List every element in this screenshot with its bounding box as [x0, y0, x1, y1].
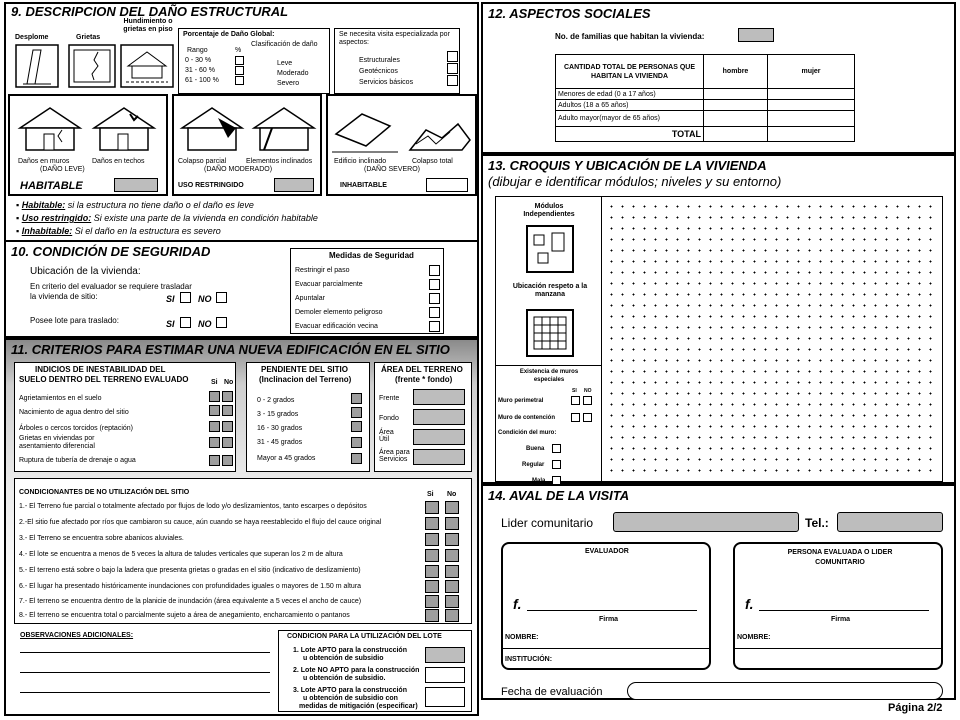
panel-leve [8, 94, 168, 196]
pendiente-box [246, 362, 370, 472]
panel-severo-a: Edificio inclinado [334, 158, 387, 165]
evaluador-nombre-line[interactable] [503, 648, 709, 649]
area-input-0[interactable] [413, 389, 465, 405]
evaluador-institucion: INSTITUCIÓN: [505, 656, 553, 663]
visita-item-1: Geotécnicos [359, 68, 398, 75]
section-14-title: 14. AVAL DE LA VISITA [488, 488, 630, 503]
croquis-sidebar [496, 197, 602, 484]
def-inhabitable-key: Inhabitable: [21, 226, 73, 236]
medida-3: Demoler elemento peligroso [295, 309, 383, 316]
ubicacion-label: Ubicación de la vivienda: [30, 266, 141, 277]
condicionantes-title: CONDICIONANTES DE NO UTILIZACIÓN DEL SITIO [19, 489, 190, 496]
clas-1: Moderado [277, 70, 309, 77]
pct-input-2[interactable] [235, 76, 244, 85]
persona-firma-label: Firma [831, 616, 851, 623]
pendiente-2: 16 - 30 grados [257, 425, 303, 432]
cond-no-4[interactable] [445, 565, 459, 578]
evaluador-box [501, 542, 711, 670]
indicios-title-2: SUELO DENTRO DEL TERRENO EVALUADO [19, 375, 189, 384]
pendiente-4: Mayor a 45 grados [257, 455, 316, 462]
def-uso-key: Uso restringido: [21, 213, 92, 223]
cond-si-0[interactable] [425, 501, 439, 514]
indicios-no: No [224, 379, 234, 386]
visita-item-2: Servicios básicos [359, 79, 414, 86]
panel-leve-b: Daños en techos [92, 158, 145, 165]
medida-check-4[interactable] [429, 321, 440, 332]
def-inhabitable-value: Si el daño en la estructura es severo [74, 226, 221, 236]
pct-input-0[interactable] [235, 56, 244, 65]
lote-box [278, 630, 472, 712]
cond-no-6[interactable] [445, 595, 459, 608]
indicio-si-2[interactable] [209, 421, 220, 432]
lote-no-label: NO [198, 319, 212, 329]
observaciones-line-3[interactable] [20, 692, 270, 693]
croquis-area [495, 196, 943, 482]
pct-header: % [235, 47, 242, 54]
cond-no-5[interactable] [445, 580, 459, 593]
indicios-title-1: INDICIOS DE INESTABILIDAD DEL [35, 365, 166, 374]
def-habitable-key: Habitable: [21, 200, 66, 210]
house-wall-damage-icon [16, 104, 84, 154]
total-collapse-icon [406, 110, 474, 154]
section-10-title: 10. CONDICIÓN DE SEGURIDAD [11, 244, 211, 259]
porcentaje-box [178, 28, 330, 94]
ubic-manzana-label: Ubicación respeto a la manzana [512, 283, 588, 298]
section-9-title: 9. DESCRIPCION DEL DAÑO ESTRUCTURAL [11, 4, 289, 19]
lote-no-check[interactable] [216, 317, 227, 328]
lote-check-1[interactable] [425, 667, 465, 683]
cond-3: 4.- El lote se encuentra a menos de 5 veces la altura de taludes verticales que superan los 2 m de altura [19, 551, 343, 558]
def-inhabitable: ▪ Inhabitable: Si el daño en la estructura es severo [16, 226, 221, 236]
evaluador-title: EVALUADOR [585, 548, 629, 555]
hundimiento-label: Hundimiento o grietas en piso [123, 18, 173, 33]
muro-perimetral-label: Muro perimetral [498, 398, 544, 404]
lider-input[interactable] [613, 512, 799, 532]
section-13 [481, 154, 956, 484]
rango-2: 61 - 100 % [185, 77, 219, 84]
panel-severo-b: Colapso total [412, 158, 453, 165]
pendiente-check-2[interactable] [351, 421, 362, 432]
lote-check-2[interactable] [425, 687, 465, 707]
traslado-si-label: SI [166, 294, 175, 304]
lider-label: Lider comunitario [501, 516, 594, 530]
medida-2: Apuntalar [295, 295, 325, 302]
cond-0: 1.- El Terreno fue parcial o totalmente afectado por flujos de lodo y/o deslizamientos, tanto escarpes o depósitos [19, 503, 367, 510]
cond-no-7[interactable] [445, 609, 459, 622]
traslado-q-line2: la vivienda de sitio: [30, 292, 98, 301]
muro-contencion-label: Muro de contención [498, 415, 555, 421]
total-label: TOTAL [556, 127, 704, 142]
mujer-total[interactable] [768, 127, 855, 142]
clas-0: Leve [277, 60, 293, 67]
lote-0-b: u obtención de subsidio [303, 655, 384, 662]
muros-si: SI [572, 388, 577, 394]
grietas-icon [68, 44, 116, 88]
indicio-4: Ruptura de tubería de drenaje o agua [19, 457, 136, 464]
area-title-2: (frente * fondo) [395, 375, 453, 384]
lote-si-label: SI [166, 319, 175, 329]
indicios-box [14, 362, 236, 472]
clasificacion-header: Clasificación de daño [251, 41, 318, 48]
indicio-no-0[interactable] [222, 391, 233, 402]
pct-input-1[interactable] [235, 66, 244, 75]
def-uso: ▪ Uso restringido: Si existe una parte de la vivienda en condición habitable [16, 213, 318, 223]
visita-title: Se necesita visita especializada por aspectos: [339, 31, 450, 46]
muros-title: Existencia de muros especiales [519, 369, 579, 383]
muro-mala: Mala [532, 478, 546, 484]
rango-header: Rango [187, 47, 208, 54]
medida-check-1[interactable] [429, 279, 440, 290]
medida-0: Restringir el paso [295, 267, 350, 274]
section-9 [4, 2, 479, 242]
condicionantes-si: Si [427, 491, 434, 498]
inclined-building-icon [332, 108, 402, 154]
cond-si-2[interactable] [425, 533, 439, 546]
section-11 [4, 338, 479, 716]
desplome-icon [15, 44, 59, 88]
traslado-si-check[interactable] [180, 292, 191, 303]
pendiente-3: 31 - 45 grados [257, 439, 303, 446]
pendiente-title-1: PENDIENTE DEL SITIO [261, 365, 348, 374]
clas-2: Severo [277, 80, 300, 87]
section-11-title: 11. CRITERIOS PARA ESTIMAR UNA NUEVA EDIFICACIÓN EN EL SITIO [11, 342, 450, 357]
medida-check-3[interactable] [429, 307, 440, 318]
medidas-title: Medidas de Seguridad [329, 251, 414, 260]
house-roof-damage-icon [90, 104, 158, 154]
pendiente-title-2: (Inclinacion del Terreno) [259, 375, 352, 384]
muro-contencion-no[interactable] [583, 413, 592, 422]
muro-perimetral-si[interactable] [571, 396, 580, 405]
lote-check-0[interactable] [425, 647, 465, 663]
lote-title: CONDICION PARA LA UTILIZACIÓN DEL LOTE [287, 633, 442, 640]
def-habitable: ▪ Habitable: si la estructura no tiene daño o el daño es leve [16, 200, 254, 210]
cond-si-4[interactable] [425, 565, 439, 578]
medida-1: Evacuar parcialmente [295, 281, 363, 288]
visita-check-1[interactable] [447, 63, 458, 74]
pendiente-0: 0 - 2 grados [257, 397, 295, 404]
area-input-1[interactable] [413, 409, 465, 425]
lote-0-a: 1. Lote APTO para la construcción [293, 647, 407, 654]
area-1: Fondo [379, 415, 399, 422]
mujer-header: mujer [768, 55, 855, 89]
cond-no-3[interactable] [445, 549, 459, 562]
indicio-si-3[interactable] [209, 437, 220, 448]
lote-si-check[interactable] [180, 317, 191, 328]
traslado-q-line1: En criterio del evaluador se requiere trasladar [30, 282, 192, 291]
traslado-no-label: NO [198, 294, 212, 304]
personas-header: CANTIDAD TOTAL DE PERSONAS QUE HABITAN LA VIVIENDA [556, 55, 704, 89]
area-0: Frente [379, 395, 400, 402]
lote-1-b: u obtención de subsidio. [303, 675, 386, 682]
panel-moderado-b: Elementos inclinados [246, 158, 313, 165]
cond-si-5[interactable] [425, 580, 439, 593]
indicio-no-1[interactable] [222, 405, 233, 416]
visita-check-0[interactable] [447, 51, 458, 62]
mujer-cell-2[interactable] [768, 111, 855, 127]
personas-row-0: Menores de edad (0 a 17 años) [556, 89, 704, 100]
panel-severo-sub: (DAÑO SEVERO) [364, 166, 421, 173]
inhabitable-label: INHABITABLE [340, 182, 387, 189]
sketch-grid[interactable] [606, 201, 940, 479]
rango-1: 31 - 60 % [185, 67, 215, 74]
cond-1: 2.-El sitio fue afectado por ríos que cambiaron su cauce, aún cuando se haya reestablecido el flujo del cauce original [19, 519, 382, 526]
cond-2: 3.- El Terreno se encuentra sobre abanicos aluviales. [19, 535, 184, 542]
indicio-si-1[interactable] [209, 405, 220, 416]
evaluador-f: f. [513, 596, 522, 612]
rango-0: 0 - 30 % [185, 57, 212, 64]
muros-no: NO [584, 388, 592, 394]
evaluador-firma-line[interactable] [527, 610, 697, 611]
area-title-1: ÁREA DEL TERRENO [381, 365, 463, 374]
observaciones-line-2[interactable] [20, 672, 270, 673]
persona-title: PERSONA EVALUADA O LIDER COMUNITARIO [787, 549, 893, 566]
observaciones-label: OBSERVACIONES ADICIONALES: [20, 632, 134, 639]
tel-label: Tel.: [805, 516, 829, 530]
cond-no-2[interactable] [445, 533, 459, 546]
personas-row-2: Adulto mayor(mayor de 65 años) [556, 111, 704, 127]
cond-si-3[interactable] [425, 549, 439, 562]
persona-f: f. [745, 596, 754, 612]
inhabitable-box[interactable] [426, 178, 468, 192]
indicio-1: Nacimiento de agua dentro del sitio [19, 409, 129, 416]
grietas-label: Grietas [76, 34, 101, 41]
evaluador-firma-label: Firma [599, 616, 619, 623]
personas-row-1: Adultos (18 a 65 años) [556, 100, 704, 111]
indicio-2: Árboles o cercos torcidos (reptación) [19, 425, 133, 432]
hombre-total[interactable] [704, 127, 768, 142]
panel-moderado-a: Colapso parcial [178, 158, 227, 165]
pendiente-check-1[interactable] [351, 407, 362, 418]
modulos-label: Módulos Independientes [523, 203, 575, 218]
muro-buena: Buena [526, 446, 545, 452]
cond-6: 7.- El terreno se encuentra dentro de la planicie de inundación (área equivalente a 5 veces el ancho de cauce) [19, 598, 362, 605]
porcentaje-title: Porcentaje de Daño Global: [183, 31, 275, 38]
habitable-box[interactable] [114, 178, 158, 192]
observaciones-line-1[interactable] [20, 652, 270, 653]
medida-check-0[interactable] [429, 265, 440, 276]
def-uso-value: Si existe una parte de la vivienda en condición habitable [93, 213, 318, 223]
cond-no-1[interactable] [445, 517, 459, 530]
evaluador-nombre: NOMBRE: [505, 634, 539, 641]
panel-leve-a: Daños en muros [18, 158, 70, 165]
cond-si-7[interactable] [425, 609, 439, 622]
fecha-input[interactable] [627, 682, 943, 700]
section-12 [481, 2, 956, 154]
cond-7: 8.- El terreno se encuentra total o parcialmente sujeto a área de anegamiento, encharcamiento o pantanos [19, 612, 350, 619]
visita-check-2[interactable] [447, 75, 458, 86]
traslado-no-check[interactable] [216, 292, 227, 303]
section-13-subtitle: (dibujar e identificar módulos; niveles y su entorno) [488, 174, 782, 189]
section-10 [4, 240, 479, 338]
muro-buena-check[interactable] [552, 444, 561, 453]
area-input-2[interactable] [413, 429, 465, 445]
pendiente-check-3[interactable] [351, 437, 362, 448]
condicion-muro-label: Condición del muro: [498, 430, 557, 436]
persona-firma-line[interactable] [759, 610, 929, 611]
cond-si-6[interactable] [425, 595, 439, 608]
section-14 [481, 484, 956, 700]
persona-nombre-line[interactable] [735, 648, 941, 649]
page-number: Página 2/2 [888, 702, 943, 714]
pendiente-check-4[interactable] [351, 453, 362, 464]
indicios-si: Si [211, 379, 218, 386]
condicionantes-no: No [447, 491, 457, 498]
indicio-no-3[interactable] [222, 437, 233, 448]
lote-2-b: u obtención de subsidio con [303, 695, 398, 702]
condicionantes-box [14, 478, 472, 624]
muro-contencion-si[interactable] [571, 413, 580, 422]
familias-input[interactable] [738, 28, 774, 42]
persona-nombre: NOMBRE: [737, 634, 771, 641]
panel-leve-sub: (DAÑO LEVE) [40, 166, 85, 173]
inclined-elements-icon [250, 104, 318, 154]
hombre-header: hombre [704, 55, 768, 89]
cond-si-1[interactable] [425, 517, 439, 530]
uso-restringido-box[interactable] [274, 178, 314, 192]
area-3: Área para Servicios [379, 449, 410, 463]
manzana-icon [526, 309, 574, 357]
indicio-3: Grietas en viviendas por asentamiento diferencial [19, 435, 95, 450]
partial-collapse-icon [178, 104, 246, 154]
indicio-si-4[interactable] [209, 455, 220, 466]
lote-q: Posee lote para traslado: [30, 316, 119, 325]
personas-table [555, 54, 855, 142]
indicio-0: Agrietamientos en el suelo [19, 395, 102, 402]
indicio-si-0[interactable] [209, 391, 220, 402]
tel-input[interactable] [837, 512, 943, 532]
uso-restringido-label: USO RESTRINGIDO [178, 182, 244, 189]
panel-moderado-sub: (DAÑO MODERADO) [204, 166, 273, 173]
habitable-label: HABITABLE [20, 180, 83, 192]
cond-no-0[interactable] [445, 501, 459, 514]
familias-label: No. de familias que habitan la vivienda: [555, 32, 705, 41]
muro-regular: Regular [522, 462, 545, 468]
panel-severo [326, 94, 477, 196]
pendiente-1: 3 - 15 grados [257, 411, 299, 418]
hundimiento-icon [120, 44, 174, 88]
modulos-icon [526, 225, 574, 273]
hombre-cell-1[interactable] [704, 100, 768, 111]
pendiente-check-0[interactable] [351, 393, 362, 404]
muros-panel [496, 365, 601, 484]
indicio-no-2[interactable] [222, 421, 233, 432]
visita-item-0: Estructurales [359, 57, 400, 64]
visita-box [334, 28, 460, 94]
medida-4: Evacuar edificación vecina [295, 323, 378, 330]
mujer-cell-1[interactable] [768, 100, 855, 111]
area-2: Área Útil [379, 429, 394, 443]
desplome-label: Desplome [15, 34, 49, 41]
lote-2-a: 3. Lote APTO para la construcción [293, 687, 407, 694]
lote-2-c: medidas de mitigación (especificar) [299, 703, 418, 710]
hombre-cell-2[interactable] [704, 111, 768, 127]
medidas-box [290, 248, 444, 334]
persona-box [733, 542, 943, 670]
hombre-cell-0[interactable] [704, 89, 768, 100]
cond-4: 5.- El terreno está sobre o bajo la ladera que presenta grietas o gradas en el sitio (indicativo de deslizamiento) [19, 567, 361, 574]
muro-perimetral-no[interactable] [583, 396, 592, 405]
area-input-3[interactable] [413, 449, 465, 465]
medida-check-2[interactable] [429, 293, 440, 304]
panel-moderado [172, 94, 322, 196]
mujer-cell-0[interactable] [768, 89, 855, 100]
muro-regular-check[interactable] [552, 460, 561, 469]
area-box [374, 362, 472, 472]
section-12-title: 12. ASPECTOS SOCIALES [488, 6, 651, 21]
cond-5: 6.- El lugar ha presentado históricamente inundaciones con profundidades iguales o mayores de 1.50 m altura [19, 583, 362, 590]
def-habitable-value: si la estructura no tiene daño o el daño es leve [67, 200, 254, 210]
fecha-label: Fecha de evaluación [501, 686, 603, 698]
lote-1-a: 2. Lote NO APTO para la construcción [293, 667, 420, 674]
section-13-title: 13. CROQUIS Y UBICACIÓN DE LA VIVIENDA [488, 158, 767, 173]
indicio-no-4[interactable] [222, 455, 233, 466]
